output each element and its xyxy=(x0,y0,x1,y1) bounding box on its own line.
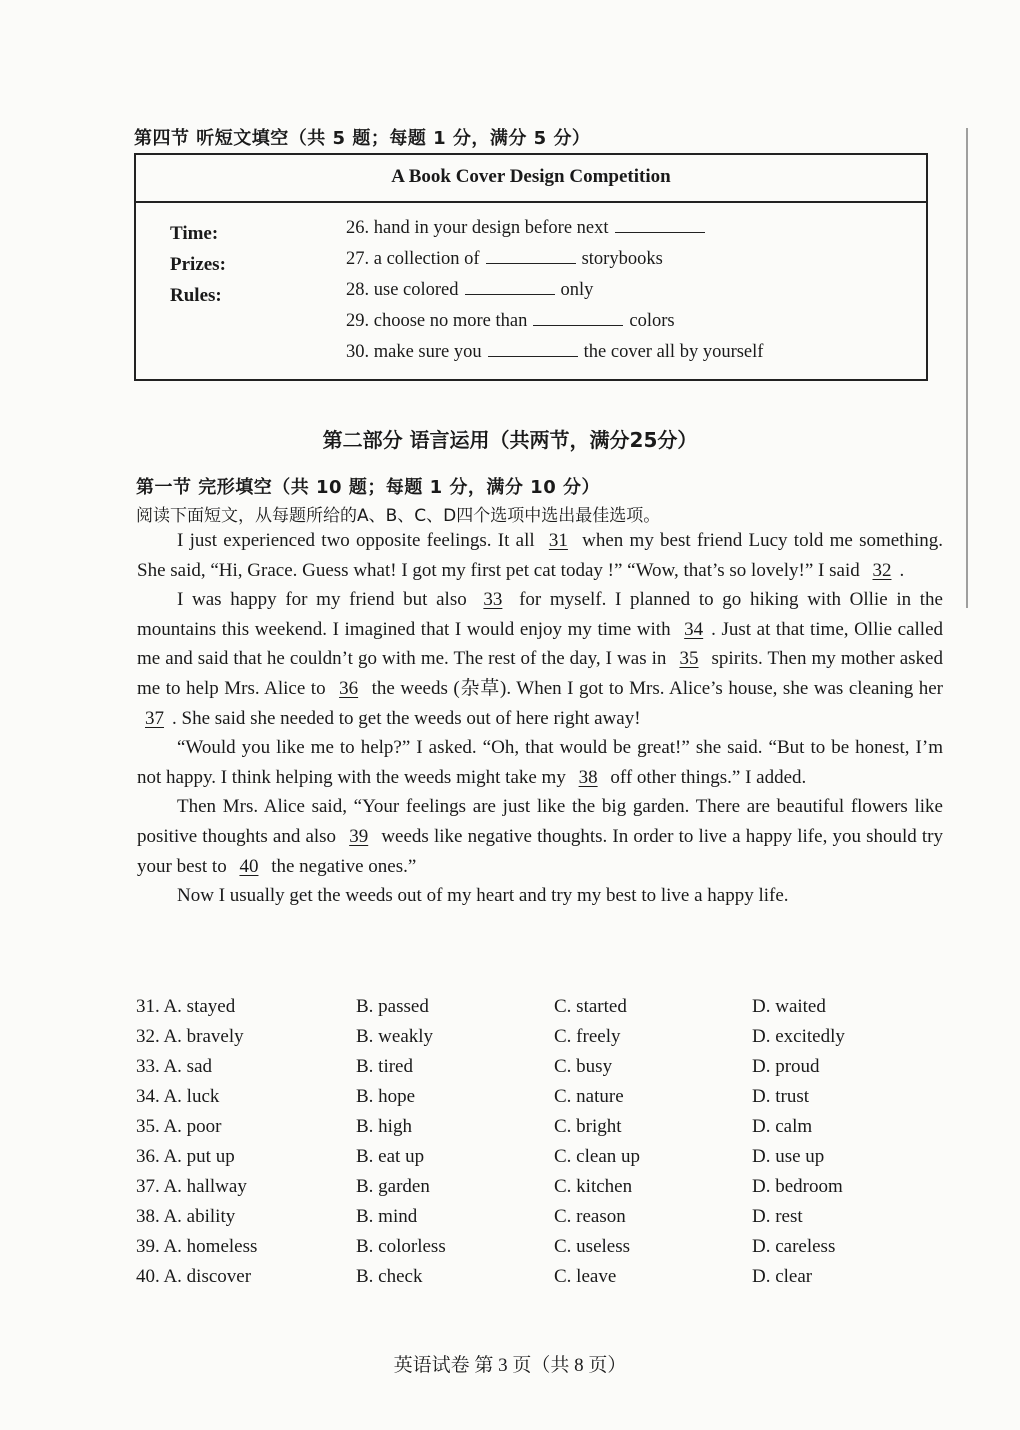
box-line-text-after: the cover all by yourself xyxy=(583,342,764,362)
option-row-39 xyxy=(136,1236,936,1266)
option-c: C. started xyxy=(554,996,627,1017)
competition-box xyxy=(134,153,928,381)
blank-37: 37 xyxy=(145,707,164,729)
option-c: C. leave xyxy=(554,1266,617,1287)
paragraph-4 xyxy=(137,792,943,881)
box-line-28 xyxy=(346,278,593,301)
option-c: C. reason xyxy=(554,1206,626,1227)
option-c: C. busy xyxy=(554,1056,613,1077)
part2-title: 第二部分 语言运用（共两节，满分25分） xyxy=(322,428,698,452)
blank-36: 36 xyxy=(339,677,359,699)
box-line-text: 26. hand in your design before next xyxy=(346,218,609,238)
option-d: D. waited xyxy=(752,996,826,1017)
option-d: D. calm xyxy=(752,1116,813,1137)
text: weeds like negative thoughts. In order to live a happy life, you should try your best to xyxy=(137,825,944,877)
option-d: D. trust xyxy=(752,1086,809,1107)
option-d: D. bedroom xyxy=(752,1176,843,1197)
option-row-35 xyxy=(136,1116,936,1146)
paragraph-5: Now I usually get the weeds out of my heart and try my best to live a happy life. xyxy=(177,885,789,907)
option-a: 33. A. sad xyxy=(136,1056,212,1077)
answer-blank xyxy=(486,247,576,264)
box-line-text: 28. use colored xyxy=(346,280,459,300)
box-line-text: 29. choose no more than xyxy=(346,311,528,331)
text: spirits. Then my mother asked me to help Mrs. Alice to xyxy=(137,648,943,699)
box-line-text: 30. make sure you xyxy=(346,342,482,362)
option-b: B. hope xyxy=(356,1086,416,1107)
box-line-26 xyxy=(346,216,711,239)
option-a: 38. A. ability xyxy=(136,1206,236,1227)
section4-heading: 第四节 听短文填空（共 5 题；每题 1 分，满分 5 分） xyxy=(134,128,591,149)
option-b: B. high xyxy=(356,1116,412,1137)
option-b: B. garden xyxy=(356,1176,430,1197)
text: when my best friend Lucy told me something. She said, “Hi, Grace. Guess what! I got my first pet cat today !” “Wow, that’s so lovely!” I said xyxy=(137,530,943,581)
option-c: C. freely xyxy=(554,1026,621,1047)
text: I was happy for my friend but also xyxy=(177,589,476,611)
option-d: D. use up xyxy=(752,1146,825,1167)
option-d: D. proud xyxy=(752,1056,820,1077)
option-b: B. check xyxy=(356,1266,423,1287)
option-a: 39. A. homeless xyxy=(136,1236,258,1257)
box-line-27 xyxy=(346,247,663,270)
box-line-30 xyxy=(346,340,763,363)
answer-blank xyxy=(533,309,623,326)
option-row-34 xyxy=(136,1086,936,1116)
blank-40: 40 xyxy=(239,855,259,877)
option-row-36 xyxy=(136,1146,936,1176)
option-row-38 xyxy=(136,1206,936,1236)
box-line-text-after: only xyxy=(560,280,594,300)
answer-blank xyxy=(465,278,555,295)
blank-31: 31 xyxy=(548,530,568,551)
blank-33: 33 xyxy=(483,589,503,611)
option-c: C. bright xyxy=(554,1116,622,1137)
option-a: 37. A. hallway xyxy=(136,1176,247,1197)
option-a: 32. A. bravely xyxy=(136,1026,244,1047)
box-label-time: Time: xyxy=(170,223,219,244)
text: Then Mrs. Alice said, “Your feelings are just like the big garden. There are beautiful flowers like positive thoughts and also xyxy=(137,796,943,847)
blank-32: 32 xyxy=(872,559,892,581)
text: the weeds (杂草). When I got to Mrs. Alice’s house, she was cleaning her xyxy=(366,677,943,699)
box-title: A Book Cover Design Competition xyxy=(136,155,926,203)
option-a: 40. A. discover xyxy=(136,1266,252,1287)
text: . She said she needed to get the weeds out of here right away! xyxy=(172,707,641,729)
option-row-37 xyxy=(136,1176,936,1206)
section1-heading: 第一节 完形填空（共 10 题；每题 1 分，满分 10 分） xyxy=(136,477,600,498)
instruction: 阅读下面短文，从每题所给的A、B、C、D四个选项中选出最佳选项。 xyxy=(136,506,661,526)
option-row-33 xyxy=(136,1056,936,1086)
option-b: B. weakly xyxy=(356,1026,434,1047)
paragraph-1 xyxy=(137,526,943,585)
option-d: D. clear xyxy=(752,1266,813,1287)
option-a: 31. A. stayed xyxy=(136,996,236,1017)
option-d: D. excitedly xyxy=(752,1026,845,1047)
answer-blank xyxy=(488,340,578,357)
text: “Would you like me to help?” I asked. “Oh, that would be great!” she said. “But to be honest, I’m not happy. I think helping with the weeds might take my xyxy=(137,737,943,788)
text: off other things.” I added. xyxy=(605,766,807,788)
answer-blank xyxy=(615,216,705,233)
option-a: 34. A. luck xyxy=(136,1086,220,1107)
box-label-prizes: Prizes: xyxy=(170,254,226,275)
passage xyxy=(137,526,943,911)
box-label-rules: Rules: xyxy=(170,285,222,306)
paragraph-3 xyxy=(137,733,943,792)
text: I just experienced two opposite feelings. It all xyxy=(177,530,541,551)
blank-38: 38 xyxy=(578,766,598,788)
text: for myself. I planned to go hiking with Ollie in the mountains this weekend. I imagined that I would enjoy my time with xyxy=(137,589,943,640)
option-d: D. careless xyxy=(752,1236,836,1257)
option-a: 36. A. put up xyxy=(136,1146,235,1167)
option-b: B. passed xyxy=(356,996,429,1017)
box-line-29 xyxy=(346,309,675,332)
text: the negative ones.” xyxy=(266,855,417,877)
box-line-text: 27. a collection of xyxy=(346,249,480,269)
blank-34: 34 xyxy=(684,618,704,640)
option-row-40 xyxy=(136,1266,936,1296)
box-line-text-after: storybooks xyxy=(581,249,663,269)
option-row-32 xyxy=(136,1026,936,1056)
option-c: C. nature xyxy=(554,1086,624,1107)
option-c: C. clean up xyxy=(554,1146,641,1167)
option-d: D. rest xyxy=(752,1206,803,1227)
option-c: C. useless xyxy=(554,1236,630,1257)
option-b: B. colorless xyxy=(356,1236,446,1257)
option-b: B. mind xyxy=(356,1206,418,1227)
text: . Just at that time, Ollie called me and said that he couldn’t go with me. The rest of the day, I was in xyxy=(137,618,944,670)
option-b: B. tired xyxy=(356,1056,413,1077)
box-line-text-after: colors xyxy=(629,311,675,331)
option-b: B. eat up xyxy=(356,1146,425,1167)
blank-39: 39 xyxy=(349,825,369,847)
option-c: C. kitchen xyxy=(554,1176,633,1197)
blank-35: 35 xyxy=(679,648,699,670)
page-footer: 英语试卷 第 3 页（共 8 页） xyxy=(393,1355,627,1376)
paragraph-2 xyxy=(137,585,943,733)
option-a: 35. A. poor xyxy=(136,1116,222,1137)
text: . xyxy=(899,559,905,581)
option-row-31 xyxy=(136,996,936,1026)
page-edge-line xyxy=(966,128,968,608)
